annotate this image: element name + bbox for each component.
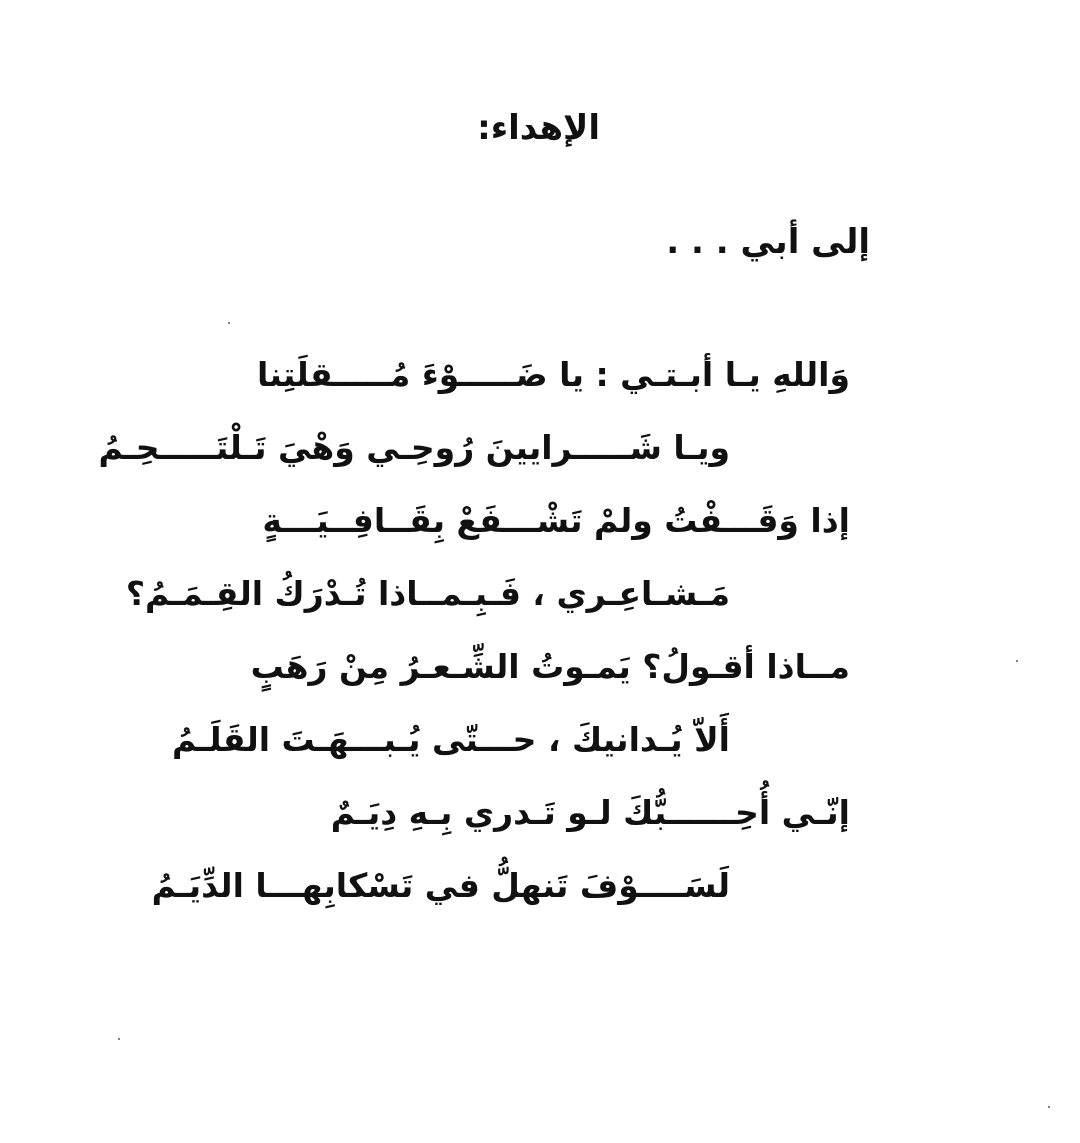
scan-speck (228, 322, 230, 324)
poem-line: لَسَــــوْفَ تَنهلُّ في تَسْكابِهـــا الدِّيَـمُ (151, 866, 730, 905)
poem-line: إنّـي أُحِــــــبُّكَ لـو تَـدري بِـهِ دِيَـمٌ (330, 793, 850, 832)
dedication-line: إلى أبي . . . (666, 222, 870, 262)
poem-line: أَلاّ يُـدانيكَ ، حـــتّى يُـبـــهَـتَ القَلَـمُ (171, 720, 730, 759)
poem-line: وَاللهِ يـا أبـتـي : يا ضَـــــوْءَ مُـــــقلَتِنا (256, 355, 850, 394)
scan-speck (1048, 1106, 1050, 1108)
poem-line: إذا وَقَـــفْتُ ولمْ تَشْـــفَعْ بِقَــافِــيَـــةٍ (262, 501, 850, 540)
scan-speck (118, 1038, 120, 1040)
scan-speck (1016, 660, 1018, 662)
poem-line: مــاذا أقـولُ؟ يَمـوتُ الشِّـعـرُ مِنْ رَهَبٍ (250, 647, 850, 686)
poem-line: ويـا شَـــــرايينَ رُوحِـي وَهْيَ تَـلْتَـــــحِـمُ (98, 428, 730, 467)
poem-line: مَـشـاعِـري ، فَـبِـمــاذا تُـدْرَكُ القِـمَـمُ؟ (125, 574, 730, 613)
page-heading: الإهداء: (477, 108, 600, 148)
poem (98, 338, 850, 922)
